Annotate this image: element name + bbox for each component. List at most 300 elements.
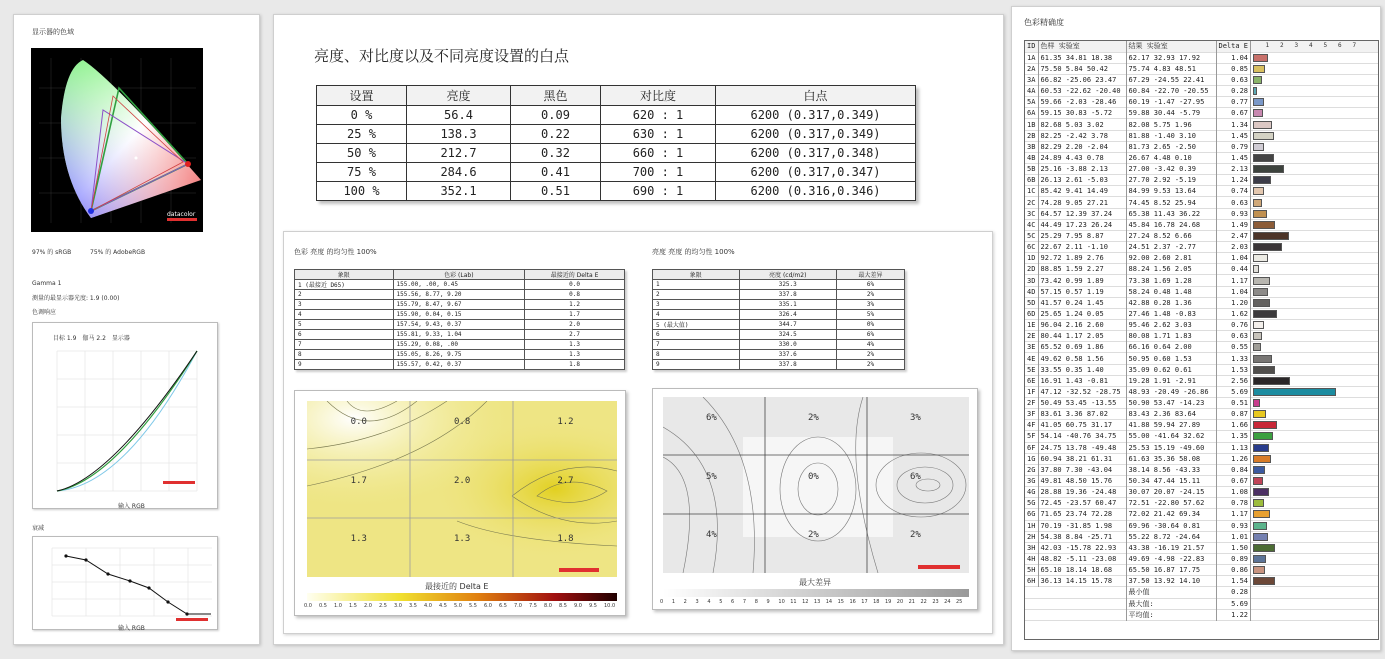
accuracy-cell: 0.55 [1216, 342, 1251, 353]
accuracy-cell: 4D [1025, 286, 1038, 297]
accuracy-row [1025, 230, 1379, 241]
delta-scale-tick: 2.0 [364, 603, 372, 609]
accuracy-cell: 3G [1025, 475, 1038, 486]
accuracy-cell: 88.85 1.59 2.27 [1038, 264, 1126, 275]
accuracy-cell: 4H [1025, 553, 1038, 564]
accuracy-row [1025, 164, 1379, 175]
accuracy-bar-cell [1251, 353, 1379, 364]
accuracy-cell: 4C [1025, 219, 1038, 230]
accuracy-row [1025, 86, 1379, 97]
brightness-cell: 620 : 1 [601, 106, 716, 125]
accuracy-cell: 5E [1025, 364, 1038, 375]
accuracy-bar-cell [1251, 119, 1379, 130]
accuracy-cell: 82.08 5.75 1.96 [1126, 119, 1216, 130]
gamut-title: 显示器的色域 [32, 28, 74, 36]
gamma-sub: 色调响应 [32, 309, 57, 316]
brightness-cell: 630 : 1 [601, 125, 716, 144]
brightness-row [317, 182, 916, 201]
accuracy-cell: 3D [1025, 275, 1038, 286]
accuracy-row [1025, 130, 1379, 141]
accuracy-cell: 72.45 -23.57 60.47 [1038, 498, 1126, 509]
summary-spacer [1025, 598, 1126, 609]
accuracy-cell: 33.55 0.35 1.40 [1038, 364, 1126, 375]
accuracy-cell: 64.57 12.39 37.24 [1038, 208, 1126, 219]
accuracy-bar [1253, 109, 1263, 117]
accuracy-row [1025, 431, 1379, 442]
accuracy-bar-cell [1251, 242, 1379, 253]
accuracy-cell: 24.89 4.43 0.78 [1038, 152, 1126, 163]
cu-col-lab: 色彩 (Lab) [393, 270, 525, 280]
accuracy-scale-tick: 6 [1338, 42, 1342, 50]
brightness-cell: 0.22 [511, 125, 601, 144]
delta-scale-tick: 1.0 [334, 603, 342, 609]
summary-label: 平均值: [1126, 609, 1216, 620]
accuracy-cell: 50.49 53.45 -13.55 [1038, 398, 1126, 409]
lum-scale-tick: 9 [766, 599, 770, 605]
accuracy-bar-cell [1251, 208, 1379, 219]
color-uni-cell: 155.56, 8.77, 9.20 [393, 290, 525, 300]
accuracy-cell: 36.13 14.15 15.78 [1038, 576, 1126, 587]
lum-uni-cell: 6% [836, 280, 904, 290]
accuracy-cell: 1F [1025, 386, 1038, 397]
acc-col-id: ID [1025, 41, 1038, 52]
accuracy-bar-cell [1251, 164, 1379, 175]
color-uni-cell: 155.00, .00, 0.45 [393, 280, 525, 290]
accuracy-bar [1253, 488, 1269, 496]
summary-spacer [1025, 587, 1126, 598]
gamma-legend-22: 伽马 2.2 [82, 335, 106, 342]
accuracy-bar [1253, 243, 1282, 251]
accuracy-cell: 1B [1025, 119, 1038, 130]
accuracy-cell: 2.03 [1216, 242, 1251, 253]
cu-col-delta: 最接近的 Delta E [525, 270, 625, 280]
accuracy-row [1025, 264, 1379, 275]
accuracy-cell: 75.50 5.84 50.42 [1038, 63, 1126, 74]
lum-map-value: 5% [706, 471, 717, 482]
accuracy-cell: 72.51 -22.80 57.62 [1126, 498, 1216, 509]
accuracy-cell: 3F [1025, 409, 1038, 420]
delta-map-value: 2.0 [454, 475, 471, 486]
delta-map-frame [294, 390, 626, 616]
color-uni-row [295, 340, 625, 350]
accuracy-cell: 81.73 2.65 -2.50 [1126, 141, 1216, 152]
accuracy-row [1025, 308, 1379, 319]
color-uni-cell: 2 [295, 290, 394, 300]
color-uni-cell: 157.54, 9.43, 0.37 [393, 320, 525, 330]
color-uni-cell: 2.7 [525, 330, 625, 340]
accuracy-row [1025, 420, 1379, 431]
accuracy-cell: 0.76 [1216, 320, 1251, 331]
accuracy-cell: 65.38 11.43 36.22 [1126, 208, 1216, 219]
delta-scale-tick: 8.5 [559, 603, 567, 609]
accuracy-cell: 1.45 [1216, 152, 1251, 163]
delta-scale-bar [307, 593, 617, 601]
lum-uni-cell: 4% [836, 340, 904, 350]
accuracy-bar-cell [1251, 253, 1379, 264]
accuracy-cell: 1.66 [1216, 420, 1251, 431]
accuracy-cell: 5C [1025, 230, 1038, 241]
accuracy-cell: 95.46 2.62 3.03 [1126, 320, 1216, 331]
lum-scale-tick: 13 [813, 599, 821, 605]
accuracy-bar-cell [1251, 342, 1379, 353]
lum-scale-tick: 21 [908, 599, 915, 605]
brightness-cell: 212.7 [407, 144, 511, 163]
accuracy-cell: 42.03 -15.78 22.93 [1038, 542, 1126, 553]
accuracy-cell: 0.85 [1216, 63, 1251, 74]
uniformity-panel [283, 231, 993, 634]
accuracy-cell: 96.04 2.16 2.60 [1038, 320, 1126, 331]
delta-scale-tick: 7.0 [514, 603, 522, 609]
accuracy-bar [1253, 121, 1272, 129]
accuracy-bar-cell [1251, 175, 1379, 186]
accuracy-cell: 1.35 [1216, 431, 1251, 442]
color-uni-cell: 7 [295, 340, 394, 350]
accuracy-bar-cell [1251, 464, 1379, 475]
lum-uni-cell: 3 [653, 300, 740, 310]
lum-uni-row [653, 280, 905, 290]
accuracy-scale-tick: 2 [1280, 42, 1284, 50]
accuracy-bar [1253, 332, 1262, 340]
accuracy-row [1025, 475, 1379, 486]
color-uni-cell: 155.29, 0.08, .00 [393, 340, 525, 350]
accuracy-cell: 0.79 [1216, 141, 1251, 152]
color-uni-cell: 8 [295, 350, 394, 360]
color-uni-row [295, 300, 625, 310]
delta-scale-tick: 0.5 [319, 603, 327, 609]
delta-scale-tick: 9.5 [589, 603, 597, 609]
color-uni-cell: 155.57, 0.42, 0.37 [393, 360, 525, 370]
summary-value: 0.28 [1216, 587, 1251, 598]
accuracy-bar [1253, 366, 1275, 374]
lum-uni-cell: 344.7 [739, 320, 836, 330]
accuracy-cell: 3E [1025, 342, 1038, 353]
gamma-measured: 测量的最显示器光度: 1.9 (0.00) [32, 295, 120, 302]
accuracy-cell: 50.90 53.47 -14.23 [1126, 398, 1216, 409]
accuracy-cell: 59.88 30.44 -5.79 [1126, 108, 1216, 119]
accuracy-cell: 19.28 1.91 -2.91 [1126, 375, 1216, 386]
color-uni-cell: 1 (最接近 D65) [295, 280, 394, 290]
accuracy-bar-cell [1251, 565, 1379, 576]
accuracy-table [1025, 41, 1379, 621]
delta-scale-tick: 6.0 [484, 603, 492, 609]
lum-uni-cell: 337.8 [739, 290, 836, 300]
accuracy-bar [1253, 310, 1276, 318]
accuracy-bar [1253, 210, 1266, 218]
accuracy-bar [1253, 343, 1261, 351]
accuracy-row [1025, 409, 1379, 420]
accuracy-cell: 88.24 1.56 2.05 [1126, 264, 1216, 275]
accuracy-cell: 2D [1025, 264, 1038, 275]
accuracy-cell: 27.24 8.52 6.66 [1126, 230, 1216, 241]
color-uni-table [294, 269, 625, 370]
accuracy-cell: 0.78 [1216, 498, 1251, 509]
accuracy-cell: 37.50 13.92 14.10 [1126, 576, 1216, 587]
lum-scale-tick: 19 [884, 599, 892, 605]
accuracy-row [1025, 576, 1379, 587]
lum-uni-cell: 325.3 [739, 280, 836, 290]
accuracy-row [1025, 386, 1379, 397]
color-uni-cell: 155.79, 8.47, 9.67 [393, 300, 525, 310]
accuracy-summary-row [1025, 609, 1379, 620]
accuracy-bar [1253, 522, 1266, 530]
delta-scale-tick: 9.0 [574, 603, 582, 609]
color-uni-cell: 155.90, 0.04, 0.15 [393, 310, 525, 320]
accuracy-bar-cell [1251, 130, 1379, 141]
lu-col-lum: 亮度 (cd/m2) [739, 270, 836, 280]
color-uni-cell: 0.0 [525, 280, 625, 290]
accuracy-cell: 1D [1025, 253, 1038, 264]
lum-scale-tick: 12 [802, 599, 809, 605]
color-uni-cell: 1.7 [525, 310, 625, 320]
accuracy-cell: 0.86 [1216, 565, 1251, 576]
delta-scale-tick: 7.5 [529, 603, 537, 609]
lum-uni-row [653, 360, 905, 370]
accuracy-row [1025, 97, 1379, 108]
accuracy-cell: 4B [1025, 152, 1038, 163]
accuracy-row [1025, 74, 1379, 85]
accuracy-bar-cell [1251, 498, 1379, 509]
lum-scale-tick: 5 [719, 599, 723, 605]
accuracy-cell: 1.26 [1216, 453, 1251, 464]
accuracy-cell: 1.54 [1216, 576, 1251, 587]
color-uni-cell: 9 [295, 360, 394, 370]
color-uni-cell: 5 [295, 320, 394, 330]
accuracy-bar [1253, 388, 1336, 396]
accuracy-cell: 25.29 7.95 8.87 [1038, 230, 1126, 241]
accuracy-cell: 61.35 34.81 18.38 [1038, 52, 1126, 63]
accuracy-cell: 3B [1025, 141, 1038, 152]
accuracy-cell: 1E [1025, 320, 1038, 331]
lum-scale-title: 最大差异 [799, 578, 831, 587]
col-black: 黑色 [511, 86, 601, 106]
accuracy-bar [1253, 265, 1259, 273]
accuracy-cell: 1.33 [1216, 353, 1251, 364]
accuracy-cell: 0.74 [1216, 186, 1251, 197]
lum-map-frame [652, 388, 978, 610]
accuracy-bar [1253, 421, 1277, 429]
accuracy-bar [1253, 199, 1262, 207]
accuracy-row [1025, 375, 1379, 386]
accuracy-cell: 1.17 [1216, 275, 1251, 286]
accuracy-cell: 2B [1025, 130, 1038, 141]
accuracy-bar [1253, 577, 1275, 585]
accuracy-bar-cell [1251, 286, 1379, 297]
accuracy-bar [1253, 444, 1269, 452]
gamma-xlabel: 输入 RGB [118, 503, 145, 510]
lum-uni-row [653, 340, 905, 350]
accuracy-cell: 27.70 2.92 -5.19 [1126, 175, 1216, 186]
delta-scale-tick: 3.0 [394, 603, 402, 609]
brightness-cell: 284.6 [407, 163, 511, 182]
cu-col-quad: 象限 [295, 270, 394, 280]
accuracy-bar [1253, 566, 1265, 574]
accuracy-scale-tick: 1 [1265, 42, 1270, 50]
accuracy-row [1025, 487, 1379, 498]
accuracy-cell: 3H [1025, 542, 1038, 553]
accuracy-cell: 82.68 5.03 3.02 [1038, 119, 1126, 130]
accuracy-cell: 25.53 15.19 -49.60 [1126, 442, 1216, 453]
lum-uni-row [653, 310, 905, 320]
color-uni-row [295, 290, 625, 300]
accuracy-bar [1253, 176, 1271, 184]
lum-uni-cell: 0% [836, 320, 904, 330]
accuracy-row [1025, 320, 1379, 331]
lum-map-value: 3% [910, 413, 921, 423]
delta-scale-tick: 5.0 [454, 603, 462, 609]
lum-scale-tick: 22 [920, 599, 927, 605]
accuracy-cell: 73.38 1.69 1.28 [1126, 275, 1216, 286]
accuracy-row [1025, 498, 1379, 509]
accuracy-cell: 25.16 -3.88 2.13 [1038, 164, 1126, 175]
accuracy-cell: 4G [1025, 487, 1038, 498]
accuracy-cell: 80.44 1.17 2.05 [1038, 331, 1126, 342]
gamma-legend-display: 显示器 [111, 335, 130, 342]
accuracy-cell: 58.24 0.48 1.48 [1126, 286, 1216, 297]
lum-map-value: 2% [910, 530, 921, 541]
delta-map-value: 0.8 [454, 417, 471, 427]
accuracy-cell: 60.94 38.21 61.31 [1038, 453, 1126, 464]
summary-spacer [1025, 609, 1126, 620]
lum-scale-tick: 3 [695, 599, 699, 605]
lum-scale-tick: 11 [790, 599, 797, 605]
accuracy-cell: 71.65 23.74 72.28 [1038, 509, 1126, 520]
brightness-cell: 352.1 [407, 182, 511, 201]
delta-map-value: 1.7 [350, 475, 367, 486]
accuracy-cell: 0.28 [1216, 86, 1251, 97]
brightness-cell: 6200 (0.317,0.347) [716, 163, 916, 182]
brightness-cell: 690 : 1 [601, 182, 716, 201]
accuracy-row [1025, 520, 1379, 531]
accuracy-cell: 82.29 2.20 -2.04 [1038, 141, 1126, 152]
lum-scale-tick: 7 [742, 599, 747, 605]
lum-uni-cell: 326.4 [739, 310, 836, 320]
lum-scale-tick: 18 [873, 599, 880, 605]
accuracy-bar-cell [1251, 375, 1379, 386]
accuracy-cell: 3C [1025, 208, 1038, 219]
accuracy-cell: 0.44 [1216, 264, 1251, 275]
color-uni-row [295, 280, 625, 290]
accuracy-cell: 72.02 21.42 69.34 [1126, 509, 1216, 520]
color-uni-cell: 0.8 [525, 290, 625, 300]
accuracy-cell: 2A [1025, 63, 1038, 74]
accuracy-bar-cell [1251, 453, 1379, 464]
brightness-title: 亮度、对比度以及不同亮度设置的白点 [314, 47, 570, 65]
accuracy-row [1025, 141, 1379, 152]
accuracy-cell: 44.49 17.23 26.24 [1038, 219, 1126, 230]
accuracy-scale-tick: 4 [1309, 42, 1313, 50]
brightness-row [317, 163, 916, 182]
lum-scale-tick: 4 [707, 599, 711, 605]
accuracy-bar-cell [1251, 297, 1379, 308]
lum-map [663, 397, 969, 573]
accuracy-cell: 2G [1025, 464, 1038, 475]
accuracy-table-wrap [1024, 40, 1379, 640]
accuracy-row [1025, 542, 1379, 553]
lum-map-value: 2% [808, 413, 819, 423]
brightness-cell: 56.4 [407, 106, 511, 125]
accuracy-bar [1253, 154, 1274, 162]
accuracy-row [1025, 453, 1379, 464]
accuracy-summary-row [1025, 587, 1379, 598]
accuracy-cell: 37.80 7.30 -43.04 [1038, 464, 1126, 475]
accuracy-bar-cell [1251, 308, 1379, 319]
accuracy-bar-cell [1251, 520, 1379, 531]
accuracy-cell: 6B [1025, 175, 1038, 186]
lum-uni-title: 亮度 亮度 的均匀性 100% [652, 248, 735, 256]
accuracy-cell: 49.69 -4.98 -22.83 [1126, 553, 1216, 564]
summary-label: 最小值 [1126, 587, 1216, 598]
delta-map-value: 2.7 [557, 475, 574, 486]
accuracy-cell: 1A [1025, 52, 1038, 63]
accuracy-scale-tick: 5 [1323, 42, 1328, 50]
accuracy-row [1025, 63, 1379, 74]
accuracy-cell: 5D [1025, 297, 1038, 308]
accuracy-summary-row [1025, 598, 1379, 609]
lum-scale-tick: 25 [956, 599, 963, 605]
accuracy-cell: 48.82 -5.11 -23.08 [1038, 553, 1126, 564]
accuracy-bar-cell [1251, 553, 1379, 564]
lum-scale-tick: 1 [671, 599, 676, 605]
accuracy-row [1025, 553, 1379, 564]
acc-col-delta: Delta E [1216, 41, 1251, 52]
lum-uni-row [653, 300, 905, 310]
delta-map-value: 1.2 [557, 417, 574, 427]
accuracy-cell: 66.82 -25.06 23.47 [1038, 74, 1126, 85]
accuracy-cell: 0.67 [1216, 108, 1251, 119]
brightness-cell: 75 % [317, 163, 407, 182]
accuracy-bar [1253, 165, 1284, 173]
accuracy-cell: 5A [1025, 97, 1038, 108]
color-uni-cell: 1.8 [525, 360, 625, 370]
accuracy-cell: 1.17 [1216, 509, 1251, 520]
lum-map-value: 2% [808, 530, 819, 541]
accuracy-cell: 1.45 [1216, 130, 1251, 141]
accuracy-bar [1253, 54, 1268, 62]
accuracy-cell: 6F [1025, 442, 1038, 453]
delta-scale-tick: 6.5 [499, 603, 507, 609]
accuracy-cell: 60.19 -1.47 -27.95 [1126, 97, 1216, 108]
accuracy-cell: 45.84 16.78 24.68 [1126, 219, 1216, 230]
accuracy-cell: 2.13 [1216, 164, 1251, 175]
accuracy-bar-cell [1251, 331, 1379, 342]
delta-scale-tick: 1.5 [349, 603, 357, 609]
accuracy-cell: 5.69 [1216, 386, 1251, 397]
accuracy-bar-cell [1251, 219, 1379, 230]
accuracy-cell: 2.47 [1216, 230, 1251, 241]
accuracy-cell: 50.34 47.44 15.11 [1126, 475, 1216, 486]
delta-map-value: 1.8 [557, 534, 574, 545]
accuracy-bar [1253, 432, 1273, 440]
accuracy-bar-cell [1251, 364, 1379, 375]
accuracy-cell: 26.67 4.48 0.10 [1126, 152, 1216, 163]
accuracy-cell: 57.15 0.57 1.19 [1038, 286, 1126, 297]
accuracy-cell: 1.49 [1216, 219, 1251, 230]
brightness-table [316, 85, 916, 201]
accuracy-row [1025, 119, 1379, 130]
accuracy-cell: 69.96 -30.64 0.81 [1126, 520, 1216, 531]
accuracy-cell: 84.99 9.53 13.64 [1126, 186, 1216, 197]
accuracy-cell: 55.22 8.72 -24.64 [1126, 531, 1216, 542]
accuracy-bar [1253, 466, 1265, 474]
gamma-chart-frame [32, 322, 218, 509]
accuracy-row [1025, 398, 1379, 409]
lum-uni-cell: 1 [653, 280, 740, 290]
brightness-cell: 6200 (0.317,0.349) [716, 106, 916, 125]
accuracy-cell: 1.24 [1216, 175, 1251, 186]
acc-col-meas: 结果 实验室 [1126, 41, 1216, 52]
delta-map-value: 0.0 [350, 417, 367, 427]
brightness-cell: 0.32 [511, 144, 601, 163]
